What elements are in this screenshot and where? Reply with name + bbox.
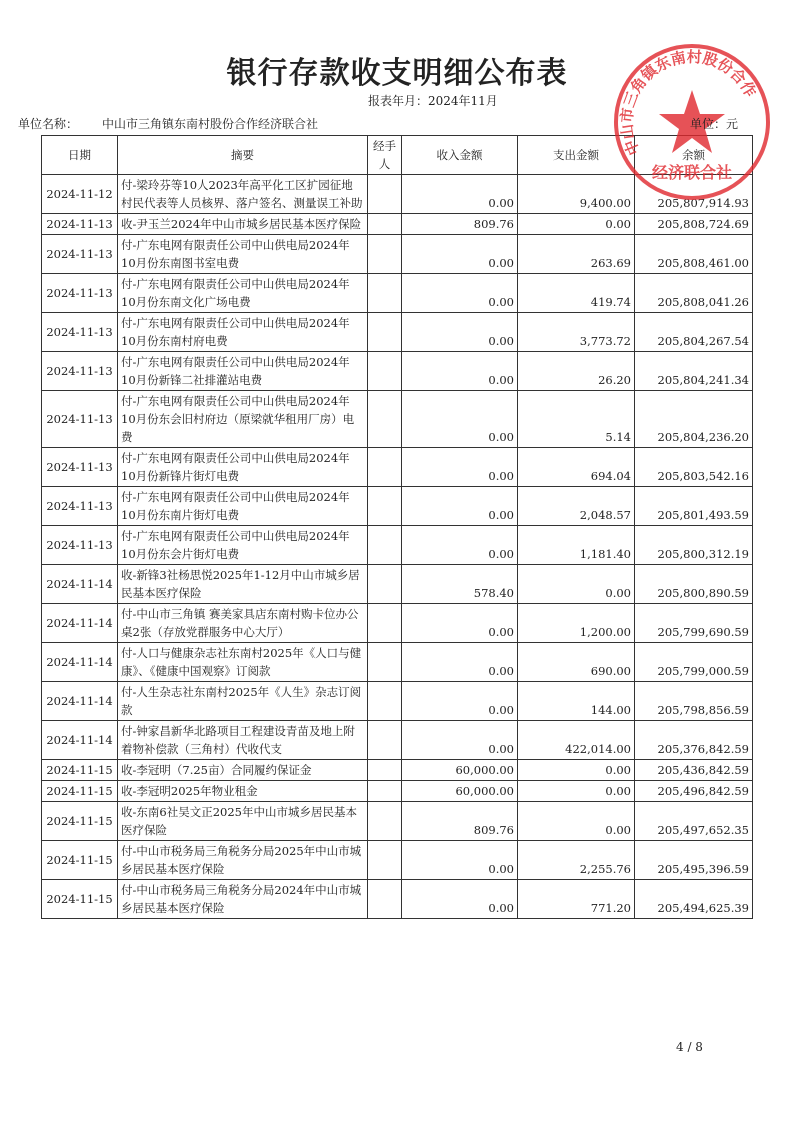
handler-cell: [368, 274, 402, 313]
date-cell: 2024-11-13: [42, 313, 118, 352]
balance-cell: 205,799,690.59: [635, 604, 753, 643]
handler-cell: [368, 643, 402, 682]
table-row: [42, 604, 753, 643]
income-cell: 809.76: [402, 802, 518, 841]
table-row: [42, 352, 753, 391]
page-title: 银行存款收支明细公布表: [226, 56, 568, 91]
table-row: [42, 448, 753, 487]
balance-cell: 205,496,842.59: [635, 781, 753, 802]
balance-cell: 205,376,842.59: [635, 721, 753, 760]
income-cell: 0.00: [402, 841, 518, 880]
table-row: [42, 214, 753, 235]
summary-cell: 付-广东电网有限责任公司中山供电局2024年10月份东南村府电费: [118, 313, 368, 352]
balance-cell: 205,808,724.69: [635, 214, 753, 235]
handler-cell: [368, 175, 402, 214]
expense-cell: 0.00: [518, 760, 635, 781]
summary-cell: 付-广东电网有限责任公司中山供电局2024年10月份东南图书室电费: [118, 235, 368, 274]
expense-cell: 0.00: [518, 565, 635, 604]
expense-cell: 263.69: [518, 235, 635, 274]
date-cell: 2024-11-13: [42, 487, 118, 526]
date-cell: 2024-11-14: [42, 643, 118, 682]
header-balance: 余额: [635, 136, 753, 175]
handler-cell: [368, 352, 402, 391]
ledger-table: [41, 135, 753, 919]
summary-cell: 收-东南6社吴文正2025年中山市城乡居民基本医疗保险: [118, 802, 368, 841]
expense-cell: 771.20: [518, 880, 635, 919]
table-row: [42, 643, 753, 682]
table-row: [42, 313, 753, 352]
svg-text:中山市三角镇东南村股份合作: 中山市三角镇东南村股份合作: [617, 47, 760, 158]
handler-cell: [368, 721, 402, 760]
date-cell: 2024-11-15: [42, 781, 118, 802]
table-row: [42, 274, 753, 313]
header-summary: 摘要: [118, 136, 368, 175]
summary-cell: 付-人口与健康杂志社东南村2025年《人口与健康》、《健康中国观察》订阅款: [118, 643, 368, 682]
balance-cell: 205,494,625.39: [635, 880, 753, 919]
balance-cell: 205,799,000.59: [635, 643, 753, 682]
expense-cell: 1,181.40: [518, 526, 635, 565]
date-cell: 2024-11-14: [42, 721, 118, 760]
income-cell: 0.00: [402, 235, 518, 274]
table-row: [42, 526, 753, 565]
balance-cell: 205,436,842.59: [635, 760, 753, 781]
balance-cell: 205,804,236.20: [635, 391, 753, 448]
date-cell: 2024-11-14: [42, 604, 118, 643]
header-expense: 支出金额: [518, 136, 635, 175]
date-cell: 2024-11-15: [42, 841, 118, 880]
table-row: [42, 391, 753, 448]
report-period: 报表年月：2024年11月: [368, 94, 498, 108]
handler-cell: [368, 565, 402, 604]
expense-cell: 690.00: [518, 643, 635, 682]
date-cell: 2024-11-15: [42, 760, 118, 781]
income-cell: 60,000.00: [402, 760, 518, 781]
header-date: 日期: [42, 136, 118, 175]
expense-cell: 0.00: [518, 802, 635, 841]
handler-cell: [368, 841, 402, 880]
summary-cell: 收-新锋3社杨思悦2025年1-12月中山市城乡居民基本医疗保险: [118, 565, 368, 604]
summary-cell: 付-广东电网有限责任公司中山供电局2024年10月份新锋二社排灌站电费: [118, 352, 368, 391]
handler-cell: [368, 604, 402, 643]
balance-cell: 205,497,652.35: [635, 802, 753, 841]
balance-cell: 205,798,856.59: [635, 682, 753, 721]
income-cell: 809.76: [402, 214, 518, 235]
table-row: [42, 565, 753, 604]
income-cell: 0.00: [402, 487, 518, 526]
summary-cell: 付-梁玲芬等10人2023年高平化工区扩园征地村民代表等人员核界、落户签名、测量误工补助: [118, 175, 368, 214]
income-cell: 0.00: [402, 448, 518, 487]
header-handler: 经手人: [368, 136, 402, 175]
handler-cell: [368, 880, 402, 919]
expense-cell: 3,773.72: [518, 313, 635, 352]
date-cell: 2024-11-13: [42, 214, 118, 235]
income-cell: 0.00: [402, 682, 518, 721]
header-income: 收入金额: [402, 136, 518, 175]
balance-cell: 205,808,461.00: [635, 235, 753, 274]
income-cell: 0.00: [402, 313, 518, 352]
expense-cell: 144.00: [518, 682, 635, 721]
expense-cell: 0.00: [518, 781, 635, 802]
summary-cell: 付-中山市税务局三角税务分局2024年中山市城乡居民基本医疗保险: [118, 880, 368, 919]
table-row: [42, 487, 753, 526]
summary-cell: 付-广东电网有限责任公司中山供电局2024年10月份东会旧村府边（原梁就华租用厂房）电费: [118, 391, 368, 448]
summary-cell: 付-人生杂志社东南村2025年《人生》杂志订阅款: [118, 682, 368, 721]
table-row: [42, 760, 753, 781]
table-row: [42, 682, 753, 721]
expense-cell: 1,200.00: [518, 604, 635, 643]
summary-cell: 付-广东电网有限责任公司中山供电局2024年10月份东会片街灯电费: [118, 526, 368, 565]
income-cell: 0.00: [402, 391, 518, 448]
summary-cell: 付-广东电网有限责任公司中山供电局2024年10月份东南片街灯电费: [118, 487, 368, 526]
handler-cell: [368, 760, 402, 781]
summary-cell: 付-钟家昌新华北路项目工程建设青苗及地上附着物补偿款（三角村）代收代支: [118, 721, 368, 760]
income-cell: 0.00: [402, 643, 518, 682]
expense-cell: 422,014.00: [518, 721, 635, 760]
currency-unit: 单位：元: [690, 117, 739, 131]
table-row: [42, 841, 753, 880]
income-cell: 0.00: [402, 880, 518, 919]
expense-cell: 2,255.76: [518, 841, 635, 880]
handler-cell: [368, 313, 402, 352]
expense-cell: 5.14: [518, 391, 635, 448]
table-row: [42, 880, 753, 919]
income-cell: 0.00: [402, 526, 518, 565]
date-cell: 2024-11-13: [42, 352, 118, 391]
expense-cell: 26.20: [518, 352, 635, 391]
balance-cell: 205,803,542.16: [635, 448, 753, 487]
svg-text:经济联合社: 经济联合社: [651, 163, 733, 182]
expense-cell: 419.74: [518, 274, 635, 313]
summary-cell: 付-中山市税务局三角税务分局2025年中山市城乡居民基本医疗保险: [118, 841, 368, 880]
date-cell: 2024-11-14: [42, 682, 118, 721]
handler-cell: [368, 781, 402, 802]
income-cell: 0.00: [402, 175, 518, 214]
table-row: [42, 781, 753, 802]
handler-cell: [368, 682, 402, 721]
handler-cell: [368, 391, 402, 448]
summary-cell: 收-李冠明2025年物业租金: [118, 781, 368, 802]
handler-cell: [368, 487, 402, 526]
date-cell: 2024-11-14: [42, 565, 118, 604]
unit-name-label: 单位名称：: [18, 117, 79, 131]
date-cell: 2024-11-13: [42, 274, 118, 313]
balance-cell: 205,800,312.19: [635, 526, 753, 565]
summary-cell: 付-广东电网有限责任公司中山供电局2024年10月份新锋片街灯电费: [118, 448, 368, 487]
summary-cell: 收-李冠明（7.25亩）合同履约保证金: [118, 760, 368, 781]
income-cell: 0.00: [402, 721, 518, 760]
date-cell: 2024-11-15: [42, 802, 118, 841]
balance-cell: 205,807,914.93: [635, 175, 753, 214]
date-cell: 2024-11-12: [42, 175, 118, 214]
balance-cell: 205,808,041.26: [635, 274, 753, 313]
handler-cell: [368, 448, 402, 487]
income-cell: 60,000.00: [402, 781, 518, 802]
page-number: 4 / 8: [676, 1040, 703, 1054]
handler-cell: [368, 214, 402, 235]
table-row: [42, 235, 753, 274]
income-cell: 0.00: [402, 274, 518, 313]
date-cell: 2024-11-13: [42, 391, 118, 448]
expense-cell: 9,400.00: [518, 175, 635, 214]
balance-cell: 205,801,493.59: [635, 487, 753, 526]
expense-cell: 0.00: [518, 214, 635, 235]
handler-cell: [368, 802, 402, 841]
expense-cell: 694.04: [518, 448, 635, 487]
date-cell: 2024-11-13: [42, 526, 118, 565]
expense-cell: 2,048.57: [518, 487, 635, 526]
income-cell: 0.00: [402, 352, 518, 391]
balance-cell: 205,800,890.59: [635, 565, 753, 604]
table-row: [42, 802, 753, 841]
summary-cell: 付-中山市三角镇 赛美家具店东南村购卡位办公桌2张（存放党群服务中心大厅）: [118, 604, 368, 643]
balance-cell: 205,804,241.34: [635, 352, 753, 391]
unit-name-value: 中山市三角镇东南村股份合作经济联合社: [102, 117, 319, 131]
balance-cell: 205,804,267.54: [635, 313, 753, 352]
handler-cell: [368, 526, 402, 565]
table-row: [42, 721, 753, 760]
income-cell: 0.00: [402, 604, 518, 643]
date-cell: 2024-11-13: [42, 448, 118, 487]
income-cell: 578.40: [402, 565, 518, 604]
summary-cell: 付-广东电网有限责任公司中山供电局2024年10月份东南文化广场电费: [118, 274, 368, 313]
unit-name-line: [18, 115, 342, 132]
balance-cell: 205,495,396.59: [635, 841, 753, 880]
date-cell: 2024-11-15: [42, 880, 118, 919]
date-cell: 2024-11-13: [42, 235, 118, 274]
summary-cell: 收-尹玉兰2024年中山市城乡居民基本医疗保险: [118, 214, 368, 235]
handler-cell: [368, 235, 402, 274]
